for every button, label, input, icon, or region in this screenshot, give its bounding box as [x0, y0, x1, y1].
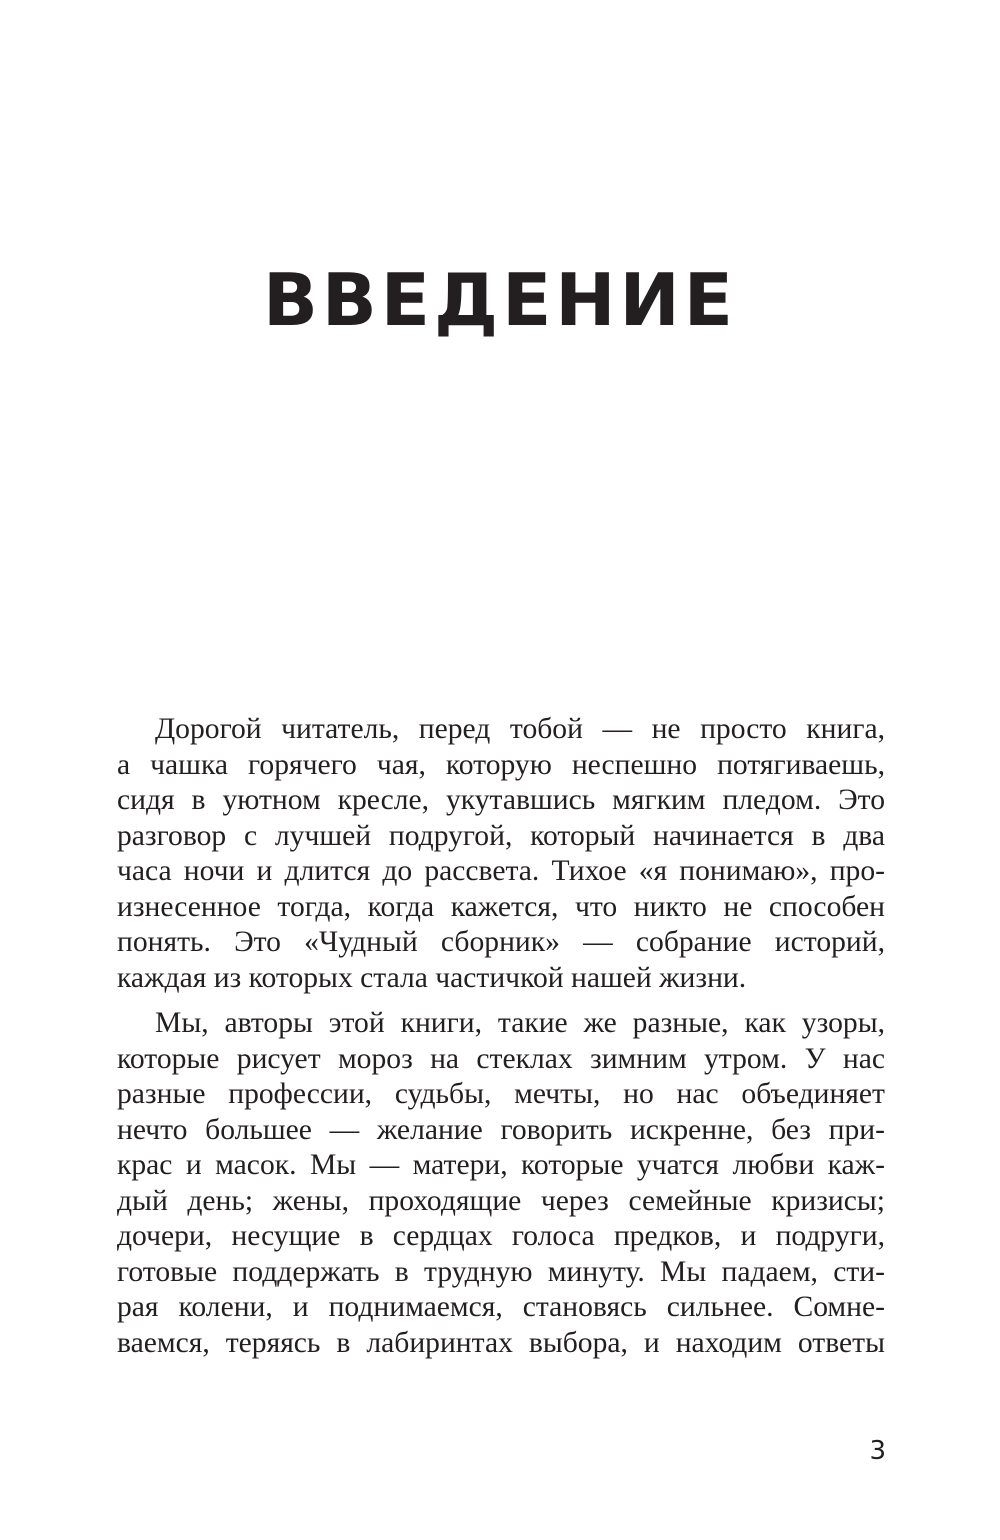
text-line: рая колени, и поднимаемся, становясь сильнее. Сомне- — [117, 1291, 885, 1323]
paragraph-2 — [117, 1006, 885, 1361]
text-line: каждая из которых стала частичкой нашей жизни. — [117, 961, 747, 994]
page-title: ВВЕДЕНИЕ — [263, 258, 737, 342]
text-line: Дорогой читатель, перед тобой — не просто книга, — [155, 713, 885, 745]
text-line: изнесенное тогда, когда кажется, что никто не способен — [117, 890, 885, 923]
body-text — [117, 712, 885, 1361]
text-line: а чашка горячего чая, которую неспешно потягиваешь, — [117, 748, 885, 781]
text-line: которые рисует мороз на стеклах зимним утром. У нас — [117, 1042, 885, 1075]
text-line: разговор с лучшей подругой, который начинается в два — [117, 819, 885, 852]
text-line: разные профессии, судьбы, мечты, но нас объединяет — [117, 1078, 885, 1110]
text-line: понять. Это «Чудный сборник» — собрание историй, — [117, 926, 885, 958]
text-line: дочери, несущие в сердцах голоса предков, и подруги, — [117, 1220, 885, 1252]
text-line: дый день; жены, проходящие через семейные кризисы; — [117, 1184, 885, 1217]
text-line: Мы, авторы этой книги, такие же разные, как узоры, — [155, 1007, 885, 1039]
text-line: нечто большее — желание говорить искренне, без при- — [117, 1113, 885, 1146]
text-line: часа ночи и длится до рассвета. Тихое «я понимаю», про- — [117, 855, 885, 887]
text-line: ваемся, теряясь в лабиринтах выбора, и находим ответы — [117, 1326, 885, 1359]
paragraph-1 — [117, 712, 885, 996]
page-number: 3 — [869, 1436, 886, 1466]
text-line: крас и масок. Мы — матери, которые учатся любви каж- — [117, 1149, 885, 1181]
text-line: сидя в уютном кресле, укутавшись мягким пледом. Это — [117, 784, 885, 816]
text-line: готовые поддержать в трудную минуту. Мы падаем, сти- — [117, 1255, 885, 1288]
